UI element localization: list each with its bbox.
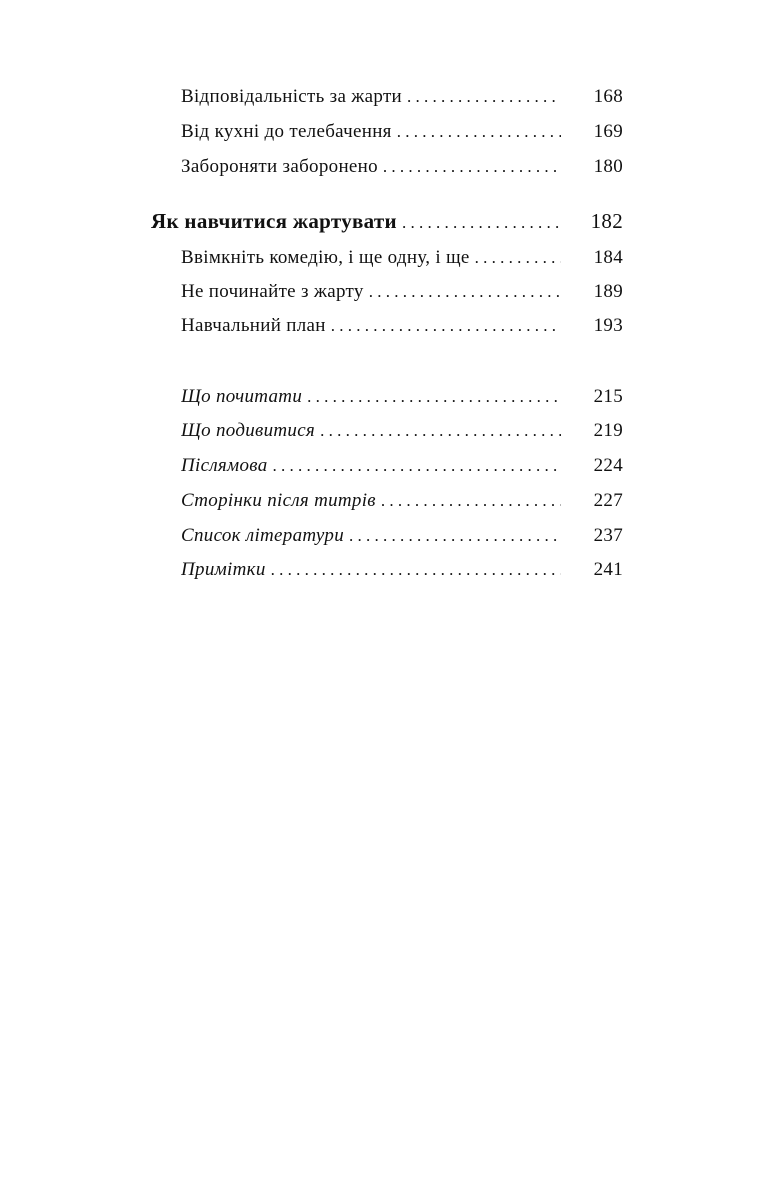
toc-back-page: 227 <box>593 490 623 511</box>
toc-entry-title: Від кухні до телебачення <box>181 121 392 142</box>
toc-entry <box>181 156 623 184</box>
toc-back-entry <box>181 386 623 414</box>
dot-leader <box>320 421 561 441</box>
toc-back-page: 215 <box>593 386 623 407</box>
toc-chapter-page: 182 <box>590 209 623 233</box>
toc-back-entry <box>181 525 623 553</box>
dot-leader <box>475 248 561 268</box>
toc-entry-page: 193 <box>593 315 623 336</box>
toc-back-page: 237 <box>593 525 623 546</box>
toc-entry-title: Забороняти заборонено <box>181 156 378 177</box>
toc-back-page: 219 <box>593 420 623 441</box>
toc-back-page: 241 <box>593 559 623 580</box>
toc-entry-page: 189 <box>593 281 623 302</box>
toc-entry <box>181 86 623 114</box>
toc-back-page: 224 <box>593 455 623 476</box>
toc-entry-page: 169 <box>593 121 623 142</box>
toc-back-title: Сторінки після титрів <box>181 490 376 511</box>
dot-leader <box>381 491 561 511</box>
toc-chapter-title: Як навчитися жартувати <box>151 209 397 233</box>
toc-entry-title: Навчальний план <box>181 315 326 336</box>
toc-entry <box>181 281 623 309</box>
dot-leader <box>402 213 561 233</box>
toc-back-title: Післямова <box>181 455 268 476</box>
toc-entry-title: Відповідальність за жарти <box>181 86 403 107</box>
dot-leader <box>273 456 562 476</box>
toc-entry-page: 168 <box>593 86 623 107</box>
toc-back-entry <box>181 490 623 518</box>
dot-leader <box>307 387 561 407</box>
dot-leader <box>369 282 561 302</box>
dot-leader <box>349 526 561 546</box>
toc-back-title: Список літератури <box>181 525 345 546</box>
toc-back-title: Що почитати <box>181 386 303 407</box>
toc-entry <box>181 121 623 149</box>
dot-leader <box>271 560 561 580</box>
toc-entry <box>181 247 623 275</box>
toc-entry-title: Ввімкніть комедію, і ще одну, і ще <box>181 247 470 268</box>
toc-back-entry <box>181 559 623 587</box>
toc-entry-title: Не починайте з жарту <box>181 281 364 302</box>
dot-leader <box>331 316 561 336</box>
toc-back-entry <box>181 420 623 448</box>
dot-leader <box>383 157 561 177</box>
dot-leader <box>397 122 561 142</box>
toc-back-entry <box>181 455 623 483</box>
toc-back-title: Що подивитися <box>181 420 316 441</box>
toc-entry-page: 184 <box>593 247 623 268</box>
dot-leader <box>407 87 561 107</box>
toc-entry <box>181 315 623 343</box>
toc-chapter-entry <box>151 209 623 237</box>
toc-entry-page: 180 <box>593 156 623 177</box>
toc-back-title: Примітки <box>181 559 266 580</box>
